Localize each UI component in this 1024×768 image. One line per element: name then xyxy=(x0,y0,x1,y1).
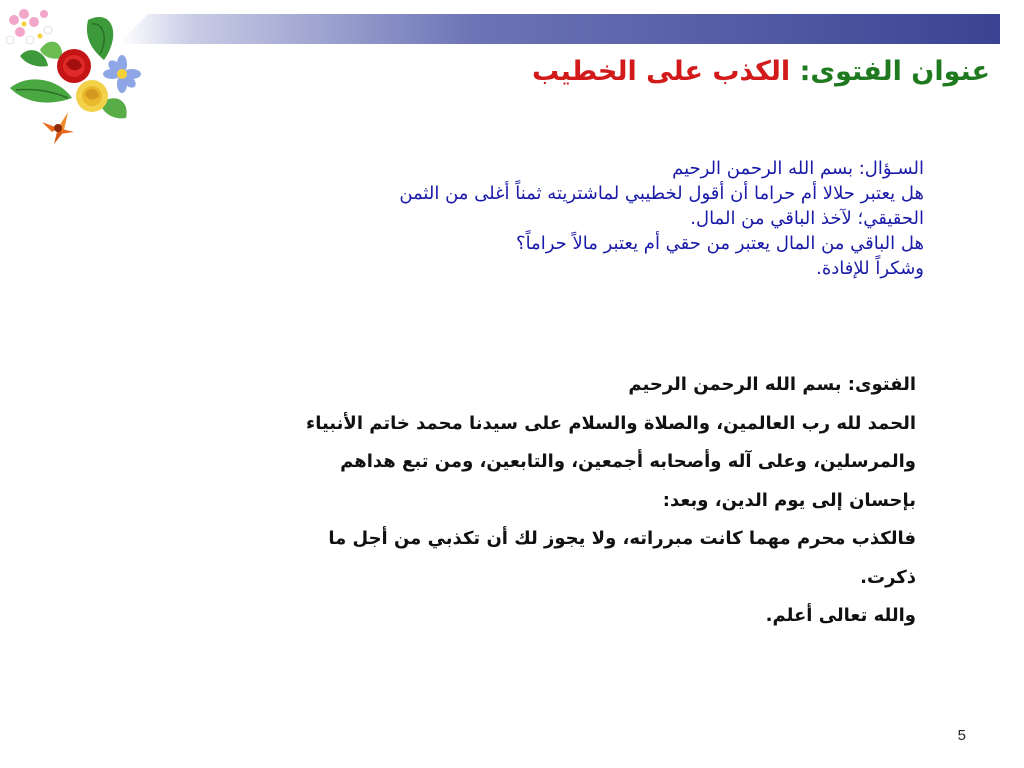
answer-line: بإحسان إلى يوم الدين، وبعد: xyxy=(662,489,916,511)
answer-line: والمرسلين، وعلى آله وأصحابه أجمعين، والتابعين، ومن تبع هداهم xyxy=(340,451,916,472)
answer-line: الحمد لله رب العالمين، والصلاة والسلام على سيدنا محمد خاتم الأنبياء xyxy=(306,412,916,434)
answer-line: والله تعالى أعلم. xyxy=(765,605,916,626)
question-line: وشكراً للإفادة. xyxy=(816,258,924,279)
page-number: 5 xyxy=(957,727,966,744)
question-line: هل الباقي من المال يعتبر من حقي أم يعتبر مالاً حراماً؟ xyxy=(516,233,924,254)
question-line: السـؤال: بسم الله الرحمن الرحيم xyxy=(672,158,924,179)
flower-bouquet-icon xyxy=(0,0,170,150)
question-block xyxy=(110,156,924,281)
answer-line: الفتوى: بسم الله الرحمن الرحيم xyxy=(628,374,916,395)
header-gradient-bar xyxy=(120,14,1000,44)
slide-title xyxy=(532,56,990,87)
answer-line: ذكرت. xyxy=(860,566,916,588)
question-line: هل يعتبر حلالا أم حراما أن أقول لخطيبي لماشتريته ثمناً أغلى من الثمن xyxy=(399,183,924,204)
answer-block xyxy=(112,366,916,636)
title-label: عنوان الفتوى: xyxy=(799,56,990,87)
answer-line: فالكذب محرم مهما كانت مبرراته، ولا يجوز لك أن تكذبي من أجل ما xyxy=(328,528,916,549)
question-line: الحقيقي؛ لآخذ الباقي من المال. xyxy=(690,208,924,229)
title-value: الكذب على الخطيب xyxy=(532,56,791,87)
